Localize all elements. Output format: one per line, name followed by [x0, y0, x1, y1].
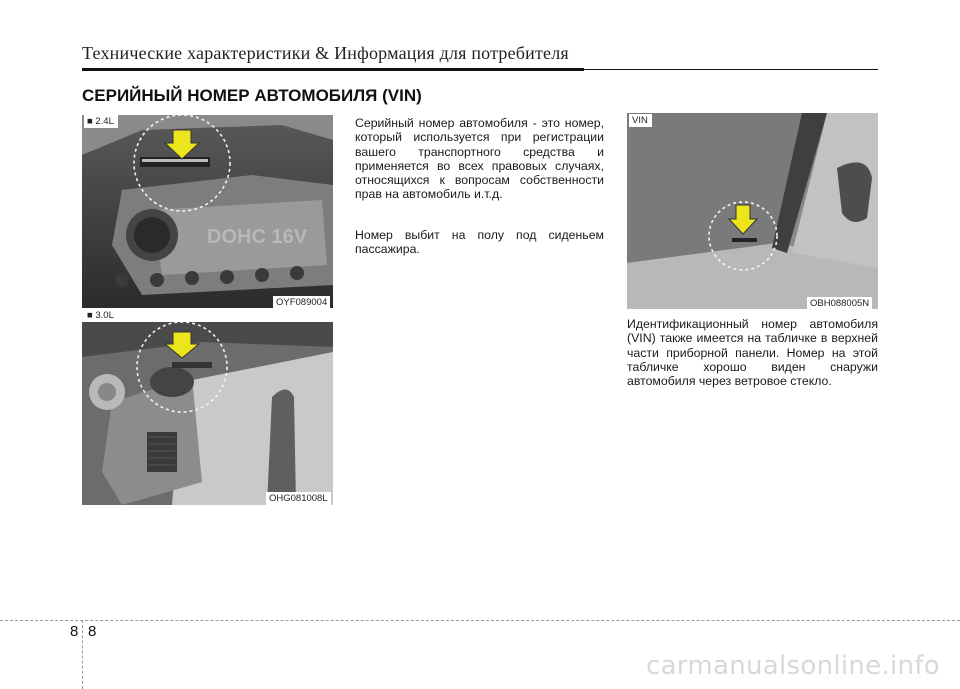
- engine-30-code: OHG081008L: [266, 492, 331, 505]
- windshield-photo: [627, 113, 878, 309]
- windshield-vin-label: VIN: [629, 114, 652, 127]
- header-rule-thick: [82, 68, 584, 71]
- header-title: Технические характеристики & Информация для потребителя: [82, 43, 569, 63]
- vin-description-paragraph: Серийный номер автомобиля - это номер, который используется при регистрации вашего транспортного средства и применяется во всех правовых случаях, относящихся к вопросам собственности прав на автомобиль и.т.д.: [355, 116, 604, 202]
- watermark: carmanualsonline.info: [645, 651, 940, 681]
- header-rule-thin: [584, 69, 878, 70]
- engine-30-photo: [82, 322, 333, 505]
- windshield-code: OBH088005N: [807, 297, 872, 310]
- svg-text:DOHC 16V: DOHC 16V: [207, 226, 308, 248]
- page-number-page: 8: [88, 623, 97, 640]
- footer-dashed-divider: [82, 620, 83, 689]
- section-title: СЕРИЙНЫЙ НОМЕР АВТОМОБИЛЯ (VIN): [82, 86, 422, 105]
- vin-location-paragraph: Номер выбит на полу под сиденьем пассажира.: [355, 228, 604, 257]
- engine-30-label: ■ 3.0L: [84, 309, 118, 322]
- engine-24-label: ■ 2.4L: [84, 115, 118, 128]
- vin-plate-paragraph: Идентификационный номер автомобиля (VIN) также имеется на табличке в верхней части приборной панели. Номер на этой табличке хорошо виден снаружи автомобиля через ветровое стекло.: [627, 317, 878, 389]
- footer-dashed-rule: [0, 620, 960, 621]
- engine-24-photo: [82, 115, 333, 308]
- engine-24-code: OYF089004: [273, 296, 330, 309]
- page-number-chapter: 8: [70, 623, 79, 640]
